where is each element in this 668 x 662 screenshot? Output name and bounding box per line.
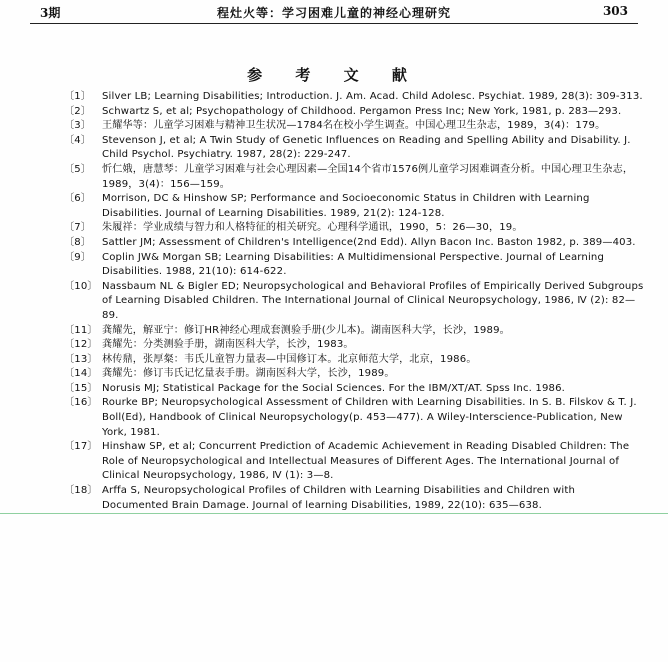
reference-text: Coplin JW& Morgan SB; Learning Disabilities: A Multidimensional Perspective. Journal of Learning Disabilities. 1988, 21(10): 614-622.	[102, 251, 605, 278]
reference-number: 〔17〕	[64, 441, 98, 453]
reference-item	[64, 396, 644, 440]
page-number: 303	[602, 4, 628, 18]
reference-text: 龚耀先：分类测验手册，湖南医科大学，长沙，1983。	[102, 339, 354, 351]
reference-text: 龚耀先，解亚宁：修订HR神经心理成套测验手册(少儿本)。湖南医科大学，长沙，1989。	[102, 324, 510, 336]
reference-text: 忻仁娥，唐慧琴：儿童学习困难与社会心理因素—全国14个省市1576例儿童学习困难调查分析。中国心理卫生杂志，1989，3(4)：156—159。	[102, 163, 634, 190]
reference-list	[64, 90, 644, 513]
reference-item	[64, 236, 644, 251]
reference-item	[64, 90, 644, 105]
reference-number: 〔15〕	[64, 382, 98, 394]
reference-number: 〔8〕	[64, 236, 92, 248]
reference-text: 林传鼎，张厚粲：韦氏儿童智力量表—中国修订本。北京师范大学，北京，1986。	[102, 353, 477, 365]
reference-text: 龚耀先：修订韦氏记忆量表手册。湖南医科大学，长沙，1989。	[102, 368, 395, 380]
reference-number: 〔14〕	[64, 368, 98, 380]
reference-number: 〔9〕	[64, 251, 92, 263]
reference-number: 〔4〕	[64, 134, 92, 146]
reference-number: 〔13〕	[64, 353, 98, 365]
reference-number: 〔2〕	[64, 105, 92, 117]
reference-item	[64, 221, 644, 236]
reference-item	[64, 382, 644, 397]
reference-text: Silver LB; Learning Disabilities; Introduction. J. Am. Acad. Child Adolesc. Psychiat. 1989, 28(3): 309-313.	[102, 91, 643, 102]
reference-item	[64, 134, 644, 163]
reference-item	[64, 192, 644, 221]
reference-number: 〔16〕	[64, 397, 98, 409]
reference-item	[64, 324, 644, 339]
reference-text: Arffa S, Neuropsychological Profiles of Children with Learning Disabilities and Children with Documented Brain Damage. Journal of learning Disabilities, 1989, 22(10): 635—638.	[102, 485, 576, 511]
reference-item	[64, 251, 644, 280]
reference-number: 〔1〕	[64, 91, 92, 102]
issue-label: 3期	[40, 6, 61, 20]
reference-item	[64, 440, 644, 484]
running-title: 程灶火等：学习困难儿童的神经心理研究	[216, 6, 451, 20]
reference-number: 〔18〕	[64, 485, 98, 497]
reference-number: 〔7〕	[64, 222, 92, 234]
reference-number: 〔12〕	[64, 339, 98, 351]
reference-item	[64, 280, 644, 324]
reference-number: 〔11〕	[64, 324, 98, 336]
page-header	[30, 4, 638, 22]
section-title: 参 考 文 献	[247, 66, 421, 84]
reference-text: Stevenson J, et al; A Twin Study of Genetic Influences on Reading and Spelling Ability and Disability. J. Child Psychol. Psychiatry. 1987, 28(2): 229-247.	[102, 134, 631, 161]
reference-number: 〔6〕	[64, 193, 92, 205]
reference-number: 〔10〕	[64, 280, 98, 292]
reference-text: Hinshaw SP, et al; Concurrent Prediction of Academic Achievement in Reading Disabled Children: The Role of Neuropsychological and Intellectual Measures of Different Ages. The International Journal of Clinical Neuropsychology, 1986, Ⅳ (1): 3—8.	[102, 441, 630, 482]
header-rule	[30, 23, 638, 24]
reference-text: Schwartz S, et al; Psychopathology of Childhood. Pergamon Press Inc; New York, 1981, p. 283—293.	[102, 105, 622, 117]
reference-text: 朱履祥：学业成绩与智力和人格特征的相关研究。心理科学通讯，1990，5：26—30，19。	[102, 222, 523, 234]
scan-fold-line	[0, 513, 668, 514]
reference-text: Nassbaum NL & Bigler ED; Neuropsychological and Behavioral Profiles of Empirically Derived Subgroups of Learning Disabled Children. The International Journal of Clinical Neuropsychology, 1986, Ⅳ (2): 82—89.	[102, 280, 644, 321]
reference-item	[64, 484, 644, 513]
reference-item	[64, 338, 644, 353]
reference-text: Sattler JM; Assessment of Children's Intelligence(2nd Edd). Allyn Bacon Inc. Baston 1982, p. 389—403.	[102, 236, 636, 248]
reference-item	[64, 105, 644, 120]
reference-text: Rourke BP; Neuropsychological Assessment of Children with Learning Disabilities. In S. B. Filskov & T. J. Boll(Ed), Handbook of Clinical Neuropsychology(p. 453—477). A Wiley-Interscience-Publication, New York, 1981.	[102, 397, 637, 438]
reference-text: Morrison, DC & Hinshow SP; Performance and Socioeconomic Status in Children with Learning Disabilities. Journal of Learning Disabilities. 1989, 21(2): 124-128.	[102, 193, 590, 219]
reference-text: 王耀华等：儿童学习困难与精神卫生状况—1784名在校小学生调查。中国心理卫生杂志，1989，3(4)：179。	[102, 120, 606, 132]
reference-item	[64, 163, 644, 192]
reference-item	[64, 353, 644, 368]
reference-text: Norusis MJ; Statistical Package for the Social Sciences. For the IBM/XT/AT. Spss Inc. 1986.	[102, 382, 566, 394]
reference-item	[64, 119, 644, 134]
reference-item	[64, 367, 644, 382]
reference-number: 〔3〕	[64, 120, 92, 132]
reference-number: 〔5〕	[64, 163, 92, 175]
